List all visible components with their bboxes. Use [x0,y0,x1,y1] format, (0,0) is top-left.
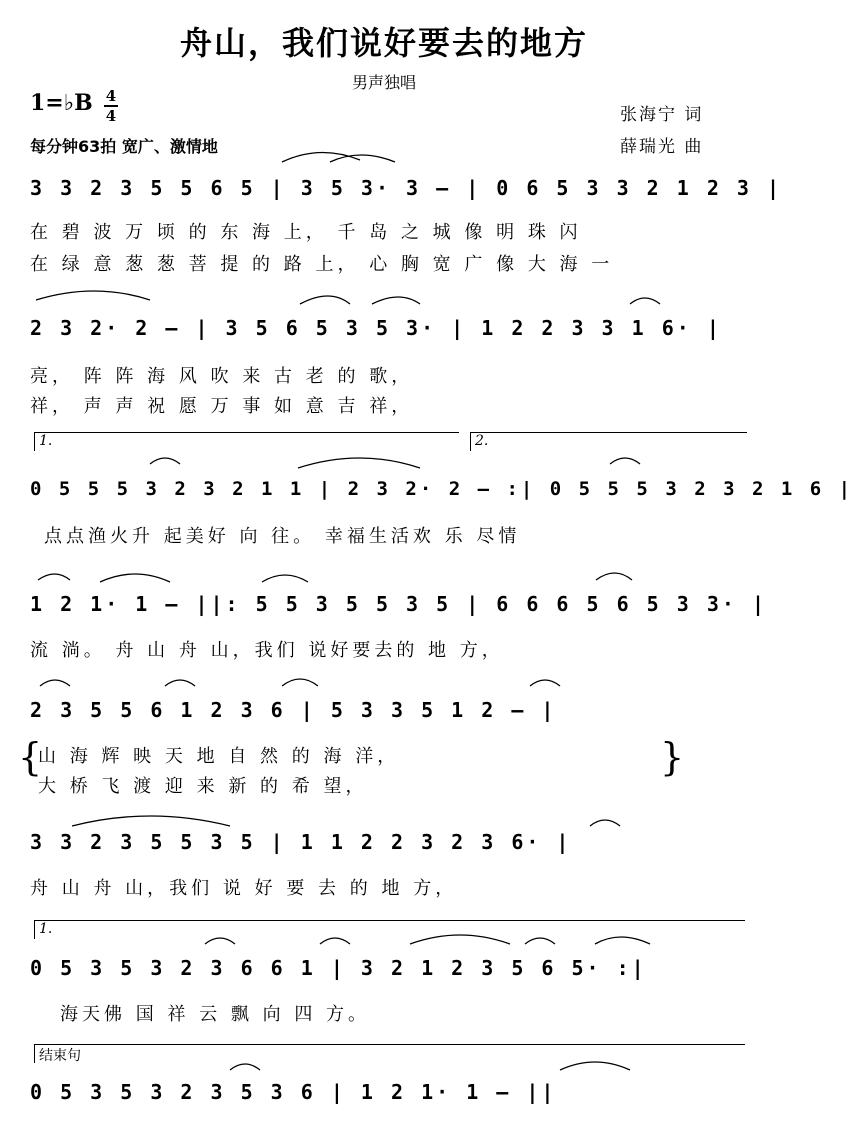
lyrics-line-5-verse-2: 大 桥 飞 渡 迎 来 新 的 希 望， [38,776,368,797]
tempo-marking: 每分钟63拍 宽广、激情地 [30,137,218,156]
time-signature-top: 4 [105,87,117,105]
volta-first-ending: 1. [34,432,459,451]
volta-first-ending-2: 1. [34,920,745,939]
notation-line-2: 2 3 2· 2 – | 3 5 6 5 3 5 3· | 1 2 2 3 3 1 6· | [30,316,722,340]
lyrics-line-7: 海天佛 国 祥 云 飘 向 四 方。 [60,1004,371,1025]
lyrics-line-1-verse-2: 在 绿 意 葱 葱 菩 提 的 路 上， 心 胸 宽 广 像 大 海 一 [30,254,614,275]
lyrics-line-1-verse-1: 在 碧 波 万 顷 的 东 海 上， 千 岛 之 城 像 明 珠 闪 [30,222,582,243]
ending-phrase-label: 结束句 [34,1044,745,1063]
lyricist-credit: 张海宁 词 [620,105,704,125]
song-title: 舟山，我们说好要去的地方 [179,24,588,62]
lyrics-line-2-verse-1: 亮， 阵 阵 海 风 吹 来 古 老 的 歌， [30,366,414,387]
notation-line-1: 3 3 2 3 5 5 6 5 | 3 5 3· 3 – | 0 6 5 3 3 2 1 2 3 | [30,176,783,200]
notation-line-3: 0 5 5 5 3 2 3 2 1 1 | 2 3 2· 2 – :| 0 5 5 5 3 2 3 2 1 6 | [30,478,853,500]
notation-line-8: 0 5 3 5 3 2 3 5 3 6 | 1 2 1· 1 – || [30,1080,557,1104]
lyrics-line-6: 舟 山 舟 山，我们 说 好 要 去 的 地 方， [30,878,458,899]
verse-brace-left: { [18,735,43,779]
notation-line-7: 0 5 3 5 3 2 3 6 6 1 | 3 2 1 2 3 5 6 5· :| [30,956,647,980]
song-subtitle: 男声独唱 [351,73,416,92]
verse-brace-right: } [660,735,685,779]
notation-line-4: 1 2 1· 1 – ||: 5 5 3 5 5 3 5 | 6 6 6 5 6 5 3 3· | [30,592,768,616]
lyrics-line-3: 点点渔火升 起美好 向 往。 幸福生活欢 乐 尽情 [44,526,521,547]
notation-line-6: 3 3 2 3 5 5 3 5 | 1 1 2 2 3 2 3 6· | [30,830,572,854]
time-signature-bottom: 4 [105,107,117,125]
time-signature [104,88,118,124]
key-signature: 1=♭B [30,90,93,116]
lyrics-line-2-verse-2: 祥， 声 声 祝 愿 万 事 如 意 吉 祥， [30,396,414,417]
lyrics-line-5-verse-1: 山 海 辉 映 天 地 自 然 的 海 洋， [38,746,400,767]
notation-line-5: 2 3 5 5 6 1 2 3 6 | 5 3 3 5 1 2 – | [30,698,557,722]
composer-credit: 薛瑞光 曲 [620,137,704,157]
lyrics-line-4: 流 淌。 舟 山 舟 山，我们 说好要去的 地 方， [30,640,504,661]
volta-second-ending: 2. [470,432,747,451]
